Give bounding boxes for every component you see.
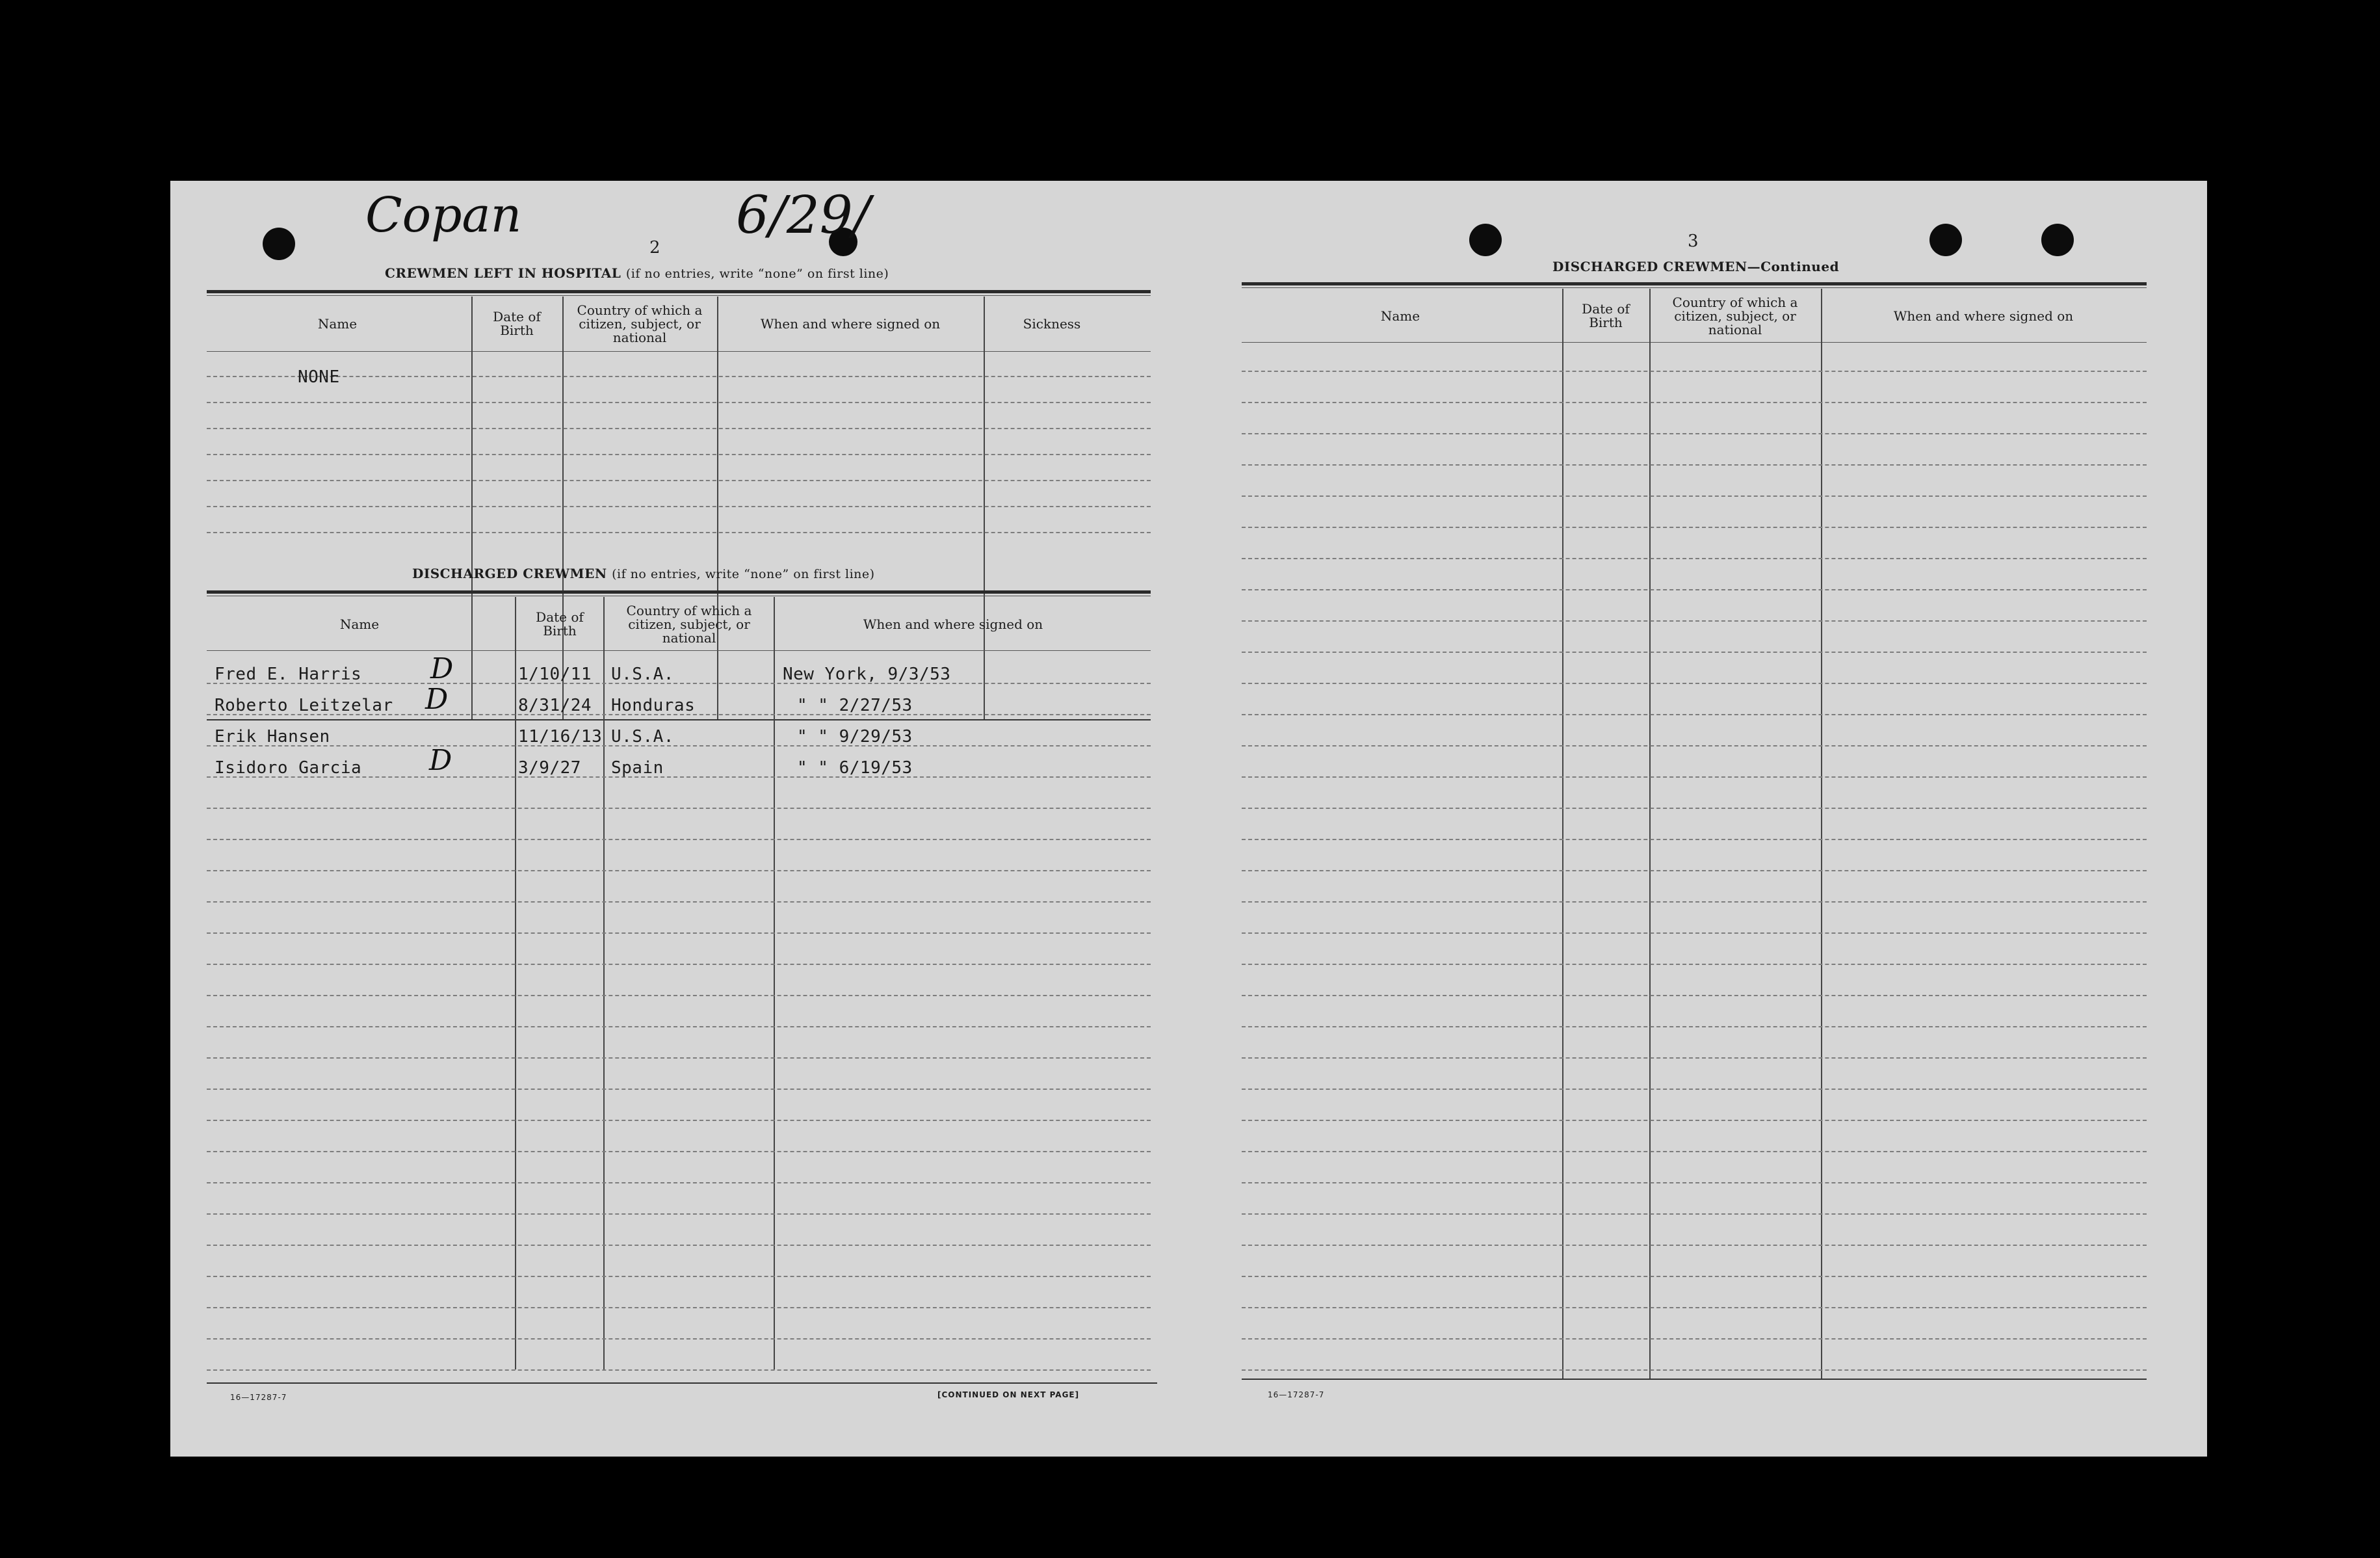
continued-col-country: Country of which a citizen, subject, or national — [1672, 294, 1798, 337]
ruled-line — [1242, 1307, 2147, 1308]
ruled-line — [1242, 1151, 2147, 1152]
ruled-line — [1242, 433, 2147, 434]
hospital-col-signed: When and where signed on — [760, 315, 941, 332]
ruled-line — [1242, 964, 2147, 965]
crew-country: U.S.A. — [611, 665, 674, 684]
punch-hole — [2041, 224, 2074, 256]
crew-name: Roberto Leitzelar — [215, 696, 393, 715]
ruled-line — [207, 1245, 1151, 1246]
crew-name: Fred E. Harris — [215, 665, 362, 684]
ruled-line — [1242, 839, 2147, 840]
crew-dob: 11/16/13 — [518, 727, 603, 746]
ruled-line — [1242, 776, 2147, 778]
ruled-line — [207, 995, 1151, 996]
ruled-line — [1242, 1369, 2147, 1371]
ruled-line — [207, 1089, 1151, 1090]
ruled-line — [207, 1057, 1151, 1059]
ruled-line — [1242, 464, 2147, 466]
ruled-line — [1242, 527, 2147, 528]
ruled-line — [1242, 589, 2147, 590]
handwritten-date: 6/29/ — [736, 185, 870, 245]
ruled-line — [1242, 652, 2147, 653]
crew-signed-on: " " 2/27/53 — [797, 696, 913, 715]
punch-hole — [1469, 224, 1502, 256]
punch-hole — [263, 228, 295, 260]
ruled-line — [207, 1120, 1151, 1121]
hospital-title-text: CREWMEN LEFT IN HOSPITAL — [385, 265, 621, 281]
page-number: 2 — [649, 238, 660, 257]
ruled-line — [1242, 1089, 2147, 1090]
ruled-line — [1242, 1338, 2147, 1340]
discharged-col-name: Name — [339, 616, 380, 632]
ruled-line — [207, 870, 1151, 871]
ruled-line — [1242, 995, 2147, 996]
ruled-line — [207, 1307, 1151, 1308]
hospital-col-name: Name — [317, 315, 358, 332]
ruled-line — [207, 808, 1151, 809]
ruled-line — [207, 839, 1151, 840]
discharged-title-note: (if no entries, write “none” on first line) — [612, 567, 875, 581]
ruled-line — [207, 1369, 1151, 1371]
crew-name: Isidoro Garcia — [215, 758, 362, 778]
discharged-section-title — [412, 566, 875, 581]
discharge-mark: D — [430, 652, 454, 685]
ruled-line — [1242, 495, 2147, 497]
ruled-line — [207, 1213, 1151, 1215]
crew-signed-on: New York, 9/3/53 — [783, 665, 951, 684]
form-number: 16—17287-7 — [1268, 1390, 1325, 1399]
continued-col-signed: When and where signed on — [1893, 308, 2074, 324]
discharge-mark: D — [429, 744, 452, 777]
ruled-line — [1242, 402, 2147, 403]
ruled-line — [1242, 1026, 2147, 1027]
crew-dob: 8/31/24 — [518, 696, 592, 715]
hospital-title-note: (if no entries, write “none” on first line) — [625, 267, 889, 281]
ruled-line — [207, 1151, 1151, 1152]
hospital-col-sickness: Sickness — [1023, 315, 1081, 332]
crew-country: Spain — [611, 758, 664, 778]
discharged-continued-title: DISCHARGED CREWMEN—Continued — [1552, 259, 1840, 274]
crew-dob: 1/10/11 — [518, 665, 592, 684]
hospital-col-dob: Date of Birth — [493, 309, 541, 338]
ruled-line — [1242, 870, 2147, 871]
continued-col-name: Name — [1380, 308, 1420, 324]
discharged-col-country: Country of which a citizen, subject, or national — [626, 602, 752, 646]
scanned-form-sheet — [170, 181, 2207, 1457]
ruled-line — [1242, 683, 2147, 684]
ruled-line — [207, 1276, 1151, 1277]
crew-dob: 3/9/27 — [518, 758, 581, 778]
ruled-line — [1242, 932, 2147, 934]
ruled-line — [1242, 1245, 2147, 1246]
crew-name: Erik Hansen — [215, 727, 330, 746]
ruled-line — [1242, 371, 2147, 372]
crew-signed-on: " " 6/19/53 — [797, 758, 913, 778]
ruled-line — [1242, 1057, 2147, 1059]
discharged-col-signed: When and where signed on — [863, 616, 1043, 632]
ruled-line — [1242, 1213, 2147, 1215]
ruled-line — [207, 1338, 1151, 1340]
discharged-title-text: DISCHARGED CREWMEN — [412, 566, 607, 581]
hospital-section-title — [385, 265, 889, 281]
crew-country: Honduras — [611, 696, 696, 715]
discharged-col-dob: Date of Birth — [536, 609, 584, 639]
ruled-line — [1242, 1182, 2147, 1183]
ruled-line — [1242, 745, 2147, 746]
crew-country: U.S.A. — [611, 727, 674, 746]
hospital-col-country: Country of which a citizen, subject, or national — [577, 302, 703, 345]
ruled-line — [207, 1026, 1151, 1027]
ruled-line — [1242, 808, 2147, 809]
ruled-line — [207, 1182, 1151, 1183]
ruled-line — [207, 901, 1151, 903]
ruled-line — [1242, 558, 2147, 559]
ruled-line — [1242, 714, 2147, 715]
ruled-line — [1242, 620, 2147, 622]
form-number: 16—17287-7 — [230, 1393, 287, 1402]
ruled-line — [1242, 901, 2147, 903]
crew-signed-on: " " 9/29/53 — [797, 727, 913, 746]
hospital-entry-none: NONE — [298, 367, 340, 387]
continued-col-dob: Date of Birth — [1582, 301, 1630, 330]
ruled-line — [207, 745, 1151, 746]
discharge-mark: D — [425, 683, 449, 716]
handwritten-vessel-name: Copan — [365, 187, 522, 243]
ruled-line — [1242, 1276, 2147, 1277]
punch-hole — [1929, 224, 1962, 256]
ruled-line — [1242, 1120, 2147, 1121]
ruled-line — [207, 932, 1151, 934]
page-number: 3 — [1688, 231, 1699, 251]
continued-note: [CONTINUED ON NEXT PAGE] — [937, 1390, 1080, 1399]
ruled-line — [207, 964, 1151, 965]
